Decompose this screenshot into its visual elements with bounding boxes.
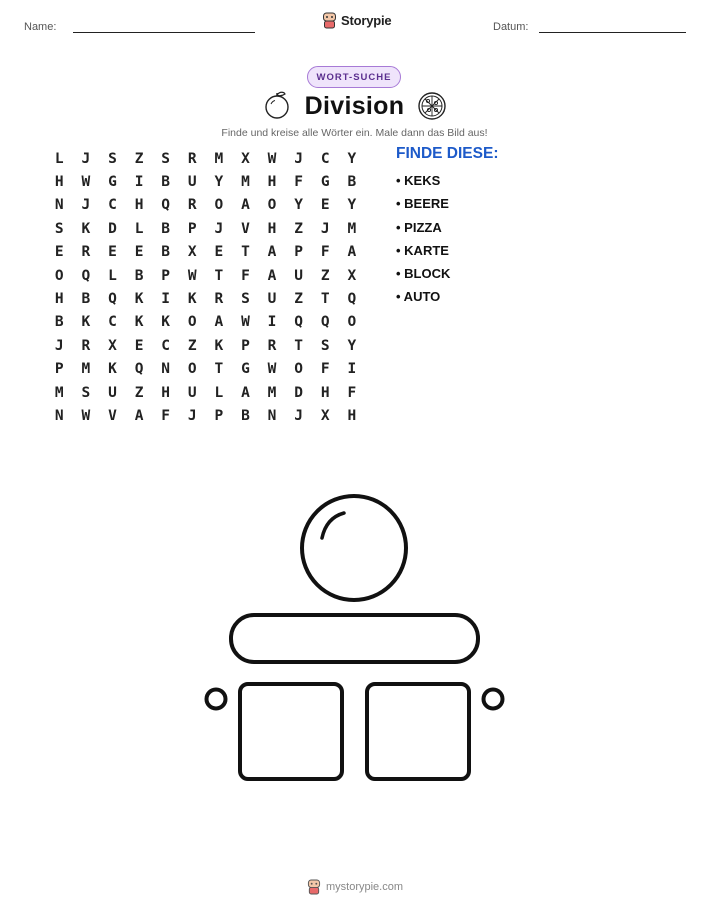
- word-search-grid: [46, 147, 365, 428]
- grid-cell: E: [214, 244, 224, 261]
- grid-cell: G: [241, 361, 250, 378]
- grid-cell: O: [347, 314, 357, 331]
- page-title: Division: [304, 92, 405, 120]
- storypie-mascot-icon: [322, 12, 337, 29]
- grid-cell: M: [81, 361, 91, 378]
- picture-bar: [231, 615, 478, 662]
- grid-cell: B: [347, 174, 357, 191]
- grid-cell: Q: [108, 291, 117, 308]
- grid-cell: R: [187, 197, 197, 214]
- grid-cell: O: [187, 361, 197, 378]
- word-item: • BLOCK: [396, 266, 451, 282]
- grid-cell: B: [241, 407, 250, 424]
- grid-cell: Q: [294, 314, 303, 331]
- grid-cell: M: [54, 384, 64, 401]
- grid-cell: M: [241, 174, 250, 191]
- word-item: • AUTO: [396, 289, 441, 305]
- grid-cell: F: [161, 407, 171, 424]
- grid-cell: J: [187, 407, 197, 424]
- grid-cell: R: [214, 291, 224, 308]
- grid-cell: S: [54, 220, 64, 237]
- grid-cell: R: [81, 337, 91, 354]
- grid-cell: J: [214, 220, 224, 237]
- grid-cell: J: [294, 150, 303, 167]
- grid-cell: H: [54, 174, 64, 191]
- grid-cell: I: [267, 314, 277, 331]
- grid-cell: C: [320, 150, 330, 167]
- grid-cell: K: [161, 314, 171, 331]
- picture-highlight: [322, 513, 344, 538]
- grid-cell: E: [54, 244, 64, 261]
- grid-cell: B: [161, 220, 171, 237]
- grid-cell: M: [267, 384, 277, 401]
- picture-box-left: [240, 684, 342, 779]
- grid-cell: T: [241, 244, 250, 261]
- grid-cell: K: [134, 291, 144, 308]
- grid-cell: N: [54, 197, 64, 214]
- grid-cell: T: [214, 361, 224, 378]
- grid-cell: G: [320, 174, 330, 191]
- grid-cell: O: [294, 361, 303, 378]
- grid-cell: S: [320, 337, 330, 354]
- grid-cell: N: [161, 361, 171, 378]
- storypie-mascot-icon: [307, 879, 321, 895]
- grid-cell: O: [54, 267, 64, 284]
- word-list-title: FINDE DIESE:: [396, 145, 499, 162]
- grid-cell: B: [54, 314, 64, 331]
- picture-small-circle-left: [207, 690, 226, 709]
- grid-cell: Y: [347, 337, 357, 354]
- grid-cell: W: [81, 407, 91, 424]
- grid-cell: L: [134, 220, 144, 237]
- brand-name: Storypie: [341, 13, 392, 28]
- grid-cell: F: [294, 174, 303, 191]
- grid-cell: D: [294, 384, 303, 401]
- grid-cell: Z: [294, 220, 303, 237]
- grid-cell: P: [54, 361, 64, 378]
- grid-cell: Q: [161, 197, 171, 214]
- grid-cell: J: [54, 337, 64, 354]
- picture-box-right: [367, 684, 469, 779]
- grid-cell: E: [320, 197, 330, 214]
- grid-cell: A: [214, 314, 224, 331]
- grid-cell: H: [134, 197, 144, 214]
- grid-cell: Z: [134, 384, 144, 401]
- grid-cell: A: [267, 267, 277, 284]
- grid-cell: H: [267, 174, 277, 191]
- grid-cell: W: [81, 174, 91, 191]
- word-item: • KARTE: [396, 242, 449, 258]
- grid-cell: P: [187, 220, 197, 237]
- grid-cell: L: [54, 150, 64, 167]
- grid-cell: O: [267, 197, 277, 214]
- grid-cell: H: [320, 384, 330, 401]
- grid-cell: S: [161, 150, 171, 167]
- grid-cell: Y: [347, 197, 357, 214]
- grid-cell: P: [241, 337, 250, 354]
- grid-cell: K: [134, 314, 144, 331]
- grid-cell: Q: [134, 361, 144, 378]
- grid-cell: B: [134, 267, 144, 284]
- grid-cell: O: [187, 314, 197, 331]
- grid-cell: P: [294, 244, 303, 261]
- grid-cell: N: [54, 407, 64, 424]
- brand-logo: [322, 12, 391, 29]
- grid-cell: J: [81, 197, 91, 214]
- grid-cell: B: [161, 244, 171, 261]
- grid-cell: C: [161, 337, 171, 354]
- grid-cell: H: [267, 220, 277, 237]
- grid-cell: H: [161, 384, 171, 401]
- grid-cell: L: [108, 267, 117, 284]
- grid-cell: W: [267, 361, 277, 378]
- date-line: [539, 32, 686, 33]
- grid-cell: S: [241, 291, 250, 308]
- grid-cell: V: [108, 407, 117, 424]
- grid-cell: I: [134, 174, 144, 191]
- grid-cell: H: [347, 407, 357, 424]
- grid-cell: C: [108, 197, 117, 214]
- grid-cell: X: [347, 267, 357, 284]
- grid-cell: E: [108, 244, 117, 261]
- grid-cell: D: [108, 220, 117, 237]
- grid-cell: Z: [134, 150, 144, 167]
- grid-cell: Y: [214, 174, 224, 191]
- grid-cell: U: [267, 291, 277, 308]
- grid-cell: J: [320, 220, 330, 237]
- grid-cell: S: [81, 384, 91, 401]
- grid-cell: Q: [81, 267, 91, 284]
- grid-cell: G: [108, 174, 117, 191]
- grid-cell: J: [81, 150, 91, 167]
- grid-cell: K: [187, 291, 197, 308]
- grid-cell: U: [187, 174, 197, 191]
- grid-cell: F: [347, 384, 357, 401]
- footer: [307, 879, 403, 895]
- grid-cell: A: [241, 384, 250, 401]
- grid-cell: C: [108, 314, 117, 331]
- grid-cell: T: [294, 337, 303, 354]
- grid-cell: H: [54, 291, 64, 308]
- grid-cell: P: [161, 267, 171, 284]
- grid-cell: X: [108, 337, 117, 354]
- grid-cell: U: [187, 384, 197, 401]
- grid-cell: B: [161, 174, 171, 191]
- grid-cell: I: [347, 361, 357, 378]
- grid-cell: T: [320, 291, 330, 308]
- grid-cell: K: [81, 220, 91, 237]
- grid-cell: A: [134, 407, 144, 424]
- grid-cell: T: [214, 267, 224, 284]
- grid-cell: X: [320, 407, 330, 424]
- grid-cell: E: [134, 244, 144, 261]
- pizza-icon: [417, 91, 447, 121]
- grid-cell: R: [81, 244, 91, 261]
- grid-cell: Y: [347, 150, 357, 167]
- grid-cell: F: [320, 361, 330, 378]
- grid-cell: Y: [294, 197, 303, 214]
- grid-cell: W: [187, 267, 197, 284]
- grid-cell: Z: [294, 291, 303, 308]
- grid-cell: X: [241, 150, 250, 167]
- grid-cell: E: [134, 337, 144, 354]
- grid-cell: M: [214, 150, 224, 167]
- category-badge: WORT-SUCHE: [307, 66, 401, 88]
- grid-cell: N: [267, 407, 277, 424]
- grid-cell: A: [241, 197, 250, 214]
- date-label: Datum:: [493, 21, 529, 33]
- word-item: • PIZZA: [396, 219, 442, 235]
- grid-cell: X: [187, 244, 197, 261]
- grid-cell: I: [161, 291, 171, 308]
- grid-cell: Q: [320, 314, 330, 331]
- grid-cell: V: [241, 220, 250, 237]
- grid-cell: M: [347, 220, 357, 237]
- word-item: • KEKS: [396, 173, 441, 188]
- instructions: Finde und kreise alle Wörter ein. Male dann das Bild aus!: [221, 127, 488, 139]
- grid-cell: F: [241, 267, 250, 284]
- picture-circle: [302, 496, 406, 600]
- grid-cell: Z: [187, 337, 197, 354]
- grid-cell: R: [187, 150, 197, 167]
- grid-cell: B: [81, 291, 91, 308]
- word-list: [396, 172, 450, 312]
- grid-cell: A: [267, 244, 277, 261]
- grid-cell: S: [108, 150, 117, 167]
- name-label: Name:: [24, 21, 57, 33]
- grid-cell: Q: [347, 291, 357, 308]
- grid-cell: W: [267, 150, 277, 167]
- coloring-picture: [190, 480, 520, 790]
- grid-cell: A: [347, 244, 357, 261]
- grid-cell: P: [214, 407, 224, 424]
- grid-cell: U: [294, 267, 303, 284]
- grid-cell: F: [320, 244, 330, 261]
- grid-cell: W: [241, 314, 250, 331]
- grid-cell: K: [81, 314, 91, 331]
- picture-small-circle-right: [484, 690, 503, 709]
- grid-cell: O: [214, 197, 224, 214]
- grid-cell: R: [267, 337, 277, 354]
- grid-cell: K: [108, 361, 117, 378]
- grid-cell: Z: [320, 267, 330, 284]
- grid-cell: K: [214, 337, 224, 354]
- grid-cell: L: [214, 384, 224, 401]
- word-item: • BEERE: [396, 196, 449, 212]
- name-line: [73, 32, 255, 33]
- footer-url: mystorypie.com: [326, 881, 404, 893]
- grid-cell: U: [108, 384, 117, 401]
- grid-cell: J: [294, 407, 303, 424]
